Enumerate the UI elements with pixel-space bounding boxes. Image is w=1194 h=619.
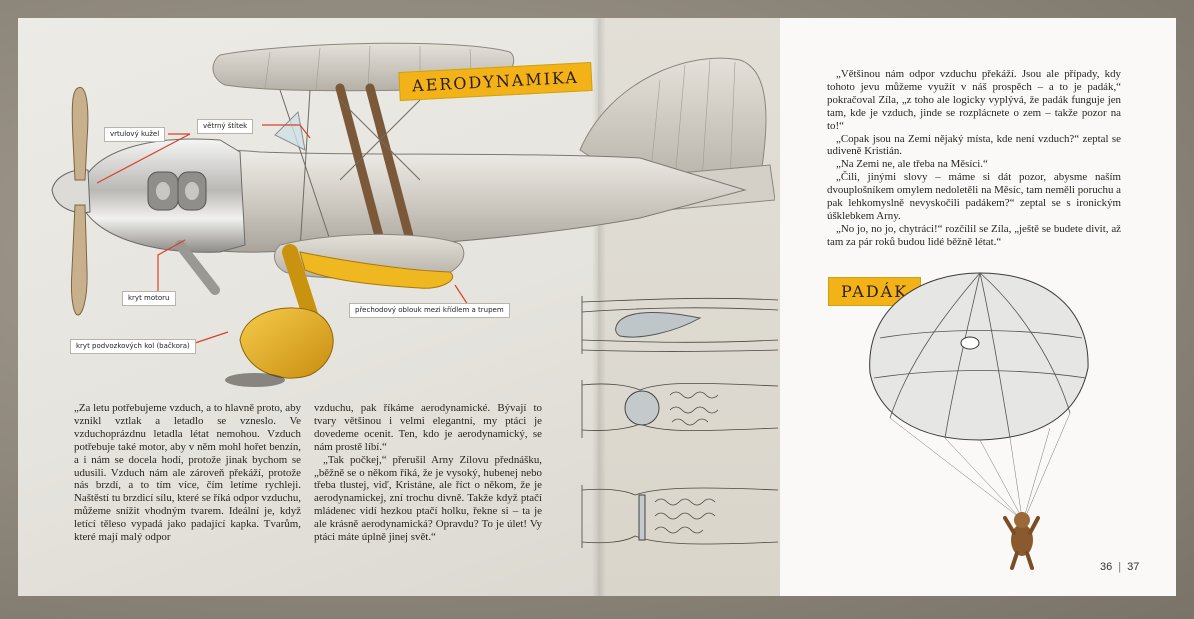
page-numbers <box>1100 561 1139 573</box>
airflow-sphere <box>582 380 778 438</box>
text-column-3 <box>827 68 1121 249</box>
paragraph: „Většinou nám odpor vzduchu překáží. Jsou ale případy, kdy tohoto jevu můžeme využít v náš prospěch – a to je padák,“ pokračoval Zíla, „z toho ale logicky vyplývá, že padák funguje jen tam, kde je vzduch, jinde se rozplácnete o zem – takže pozor na to!“ <box>827 68 1121 132</box>
page-number-separator: | <box>1118 561 1122 573</box>
label-windshield: větrný štítek <box>197 119 253 134</box>
parachute-illustration <box>860 268 1100 578</box>
gear-spat <box>240 308 333 378</box>
label-wheel-spat: kryt podvozkových kol (bačkora) <box>70 339 196 354</box>
label-engine-cover: kryt motoru <box>122 291 176 306</box>
paragraph: „No jo, no jo, chytráci!“ rozčílil se Zíla, „ještě se budete divit, až tam za pár roků budou lidé běžně létat.“ <box>827 222 1121 248</box>
text-column-2 <box>314 402 542 544</box>
monkey-figure <box>1005 512 1038 568</box>
title-parachute: PADÁK <box>828 277 921 306</box>
paragraph: vzduchu, pak říkáme aerodynamické. Bývají to tvary většinou i velmi elegantní, my ptáci je dovedeme ocenit. Ten, kdo je aerodynamický, se nám prostě líbí.“ <box>314 402 542 453</box>
airflow-diagrams <box>580 290 780 570</box>
title-aerodynamics: AERODYNAMIKA <box>398 62 592 101</box>
text-column-1 <box>74 402 301 544</box>
page-number-left: 36 <box>1100 561 1113 573</box>
airflow-plate <box>582 485 778 548</box>
label-wing-fairing: přechodový oblouk mezi křídlem a trupem <box>349 303 510 318</box>
paragraph: „Čili, jinými slovy – máme si dát pozor, abysme naším dvouplošníkem omylem nedoletěli na Měsíc, tam neměli poruchu a pak lehkomyslně nevyskočili padákem?“ zeptal se s ironickým úšklebkem Arny. <box>827 171 1121 222</box>
paragraph: „Copak jsou na Zemi nějaký místa, kde není vzduch?“ zeptal se udiveně Kristián. <box>827 132 1121 158</box>
canopy <box>870 273 1088 440</box>
label-propeller-cone: vrtulový kužel <box>104 127 165 142</box>
page-number-right: 37 <box>1127 561 1140 573</box>
sphere-shape <box>625 391 659 425</box>
paragraph: „Na Zemi ne, ale třeba na Měsíci.“ <box>836 158 988 171</box>
paragraph: „Za letu potřebujeme vzduch, a to hlavně proto, aby vznikl vztlak a letadlo se vzneslo. Ve vzduchoprázdnu letadla létat nemohou. Vzduch potřebuje také motor, aby v něm mohl hořet benzín, a i nám se docela hodí, protože jinak bychom se udusili. Vzduch nám ale zároveň překáží, protože nás brzdí, a to tím více, čím letíme rychleji. Naštěstí tu brzdicí sílu, které se říká odpor vzduchu, můžeme snížit vhodným tvarem. Ideální je, když letící těleso vypadá jako padající kapka. Tvarům, které mají malý odpor <box>74 402 301 544</box>
teardrop-shape <box>616 312 700 337</box>
propeller <box>72 87 88 180</box>
paragraph: „Tak počkej,“ přerušil Arny Zílovu přednášku, „běžně se o někom říká, že je vysoký, hubenej nebo třeba tlustej, viď, Kristáne, ale říct o někom, že je aerodynamickej, zní trochu divně. Takže když ptačí mládenec vidí hezkou ptačí holku, řekne si – ta je ale krásně aerodynamická? Opravdu? To je úlet! Vy ptáci máte úplně jinej svět.“ <box>314 453 542 544</box>
plate-shape <box>639 495 645 540</box>
windshield-shape <box>275 112 305 150</box>
